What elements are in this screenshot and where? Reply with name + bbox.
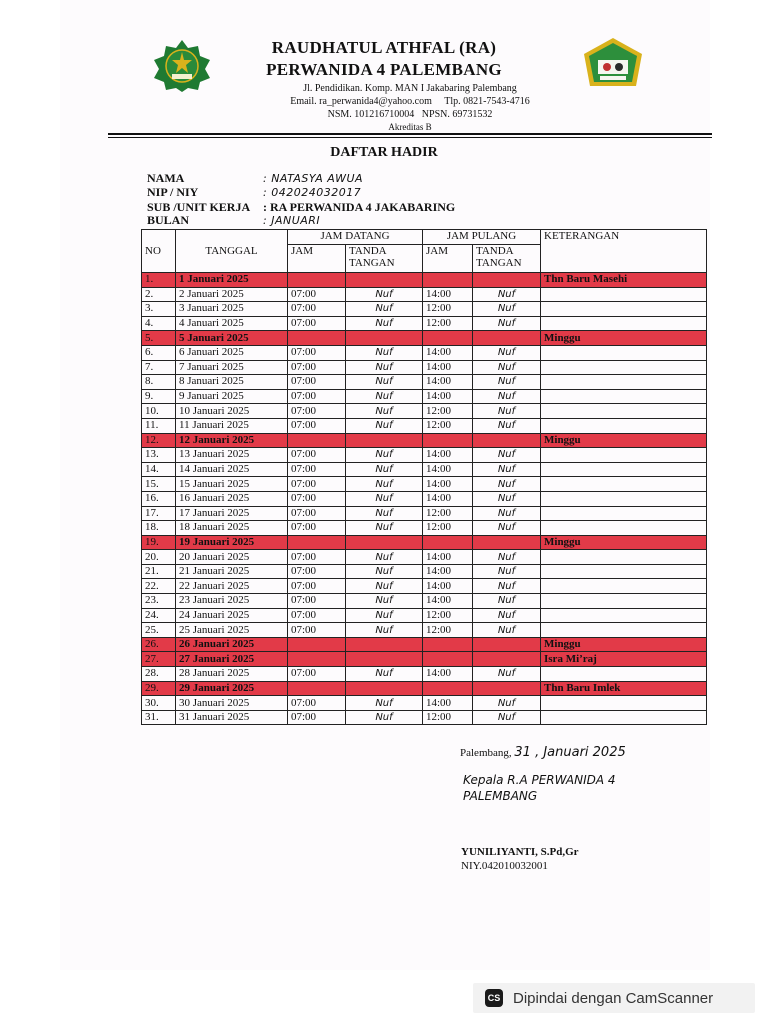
row-sign-out: Nuf xyxy=(473,404,541,419)
row-no: 24. xyxy=(142,608,176,623)
row-date: 19 Januari 2025 xyxy=(176,535,288,550)
col-jam-datang-header: JAM DATANG xyxy=(288,230,423,245)
row-jam-out: 14:00 xyxy=(423,345,473,360)
row-jam-in xyxy=(288,433,346,448)
row-sign-out: Nuf xyxy=(473,594,541,609)
table-row xyxy=(142,345,707,360)
row-note xyxy=(541,667,707,682)
table-row xyxy=(142,316,707,331)
row-jam-out: 14:00 xyxy=(423,667,473,682)
row-sign-out: Nuf xyxy=(473,345,541,360)
row-sign-out: Nuf xyxy=(473,710,541,725)
signer-name: YUNILIYANTI, S.Pd,Gr xyxy=(461,846,579,858)
header-divider-thick xyxy=(108,133,712,135)
row-sign-out: Nuf xyxy=(473,491,541,506)
row-no: 14. xyxy=(142,462,176,477)
row-sign-out: Nuf xyxy=(473,579,541,594)
row-jam-in: 07:00 xyxy=(288,477,346,492)
org-title-line2: PERWANIDA 4 PALEMBANG xyxy=(266,60,502,79)
row-note xyxy=(541,477,707,492)
row-date: 14 Januari 2025 xyxy=(176,462,288,477)
row-no: 27. xyxy=(142,652,176,667)
row-jam-in: 07:00 xyxy=(288,462,346,477)
attendance-table xyxy=(141,229,707,725)
signer-role-line2: PALEMBANG xyxy=(463,789,538,803)
attendance-rows xyxy=(142,273,707,725)
row-sign-in xyxy=(346,331,423,346)
row-sign-in: Nuf xyxy=(346,608,423,623)
row-jam-in xyxy=(288,331,346,346)
row-note xyxy=(541,287,707,302)
row-date: 17 Januari 2025 xyxy=(176,506,288,521)
table-row xyxy=(142,710,707,725)
row-no: 17. xyxy=(142,506,176,521)
table-row xyxy=(142,623,707,638)
row-no: 28. xyxy=(142,667,176,682)
table-row xyxy=(142,331,707,346)
table-row xyxy=(142,594,707,609)
row-jam-in: 07:00 xyxy=(288,316,346,331)
table-row xyxy=(142,360,707,375)
row-no: 15. xyxy=(142,477,176,492)
row-no: 16. xyxy=(142,491,176,506)
identity-bulan xyxy=(147,213,320,228)
row-sign-in: Nuf xyxy=(346,448,423,463)
row-note xyxy=(541,579,707,594)
row-jam-in xyxy=(288,681,346,696)
row-date: 1 Januari 2025 xyxy=(176,273,288,288)
row-date: 4 Januari 2025 xyxy=(176,316,288,331)
row-sign-in xyxy=(346,535,423,550)
row-sign-in: Nuf xyxy=(346,696,423,711)
org-contact: Email. ra_perwanida4@yahoo.com Tlp. 0821-7543-4716 xyxy=(290,96,530,107)
row-jam-in: 07:00 xyxy=(288,418,346,433)
row-no: 4. xyxy=(142,316,176,331)
row-date: 11 Januari 2025 xyxy=(176,418,288,433)
row-sign-out: Nuf xyxy=(473,521,541,536)
row-note: Isra Mi’raj xyxy=(541,652,707,667)
row-note xyxy=(541,506,707,521)
table-row xyxy=(142,637,707,652)
document-title: DAFTAR HADIR xyxy=(330,145,438,160)
row-sign-in: Nuf xyxy=(346,462,423,477)
row-no: 19. xyxy=(142,535,176,550)
row-sign-out: Nuf xyxy=(473,477,541,492)
nip-label: NIP / NIY xyxy=(147,185,199,199)
row-jam-in: 07:00 xyxy=(288,623,346,638)
row-no: 22. xyxy=(142,579,176,594)
row-date: 27 Januari 2025 xyxy=(176,652,288,667)
row-note xyxy=(541,462,707,477)
identity-nama xyxy=(147,171,363,186)
row-sign-out: Nuf xyxy=(473,448,541,463)
row-note xyxy=(541,696,707,711)
camscanner-badge xyxy=(473,983,755,1013)
row-note xyxy=(541,448,707,463)
row-note: Minggu xyxy=(541,637,707,652)
row-jam-in: 07:00 xyxy=(288,491,346,506)
table-row xyxy=(142,302,707,317)
row-sign-out: Nuf xyxy=(473,375,541,390)
row-sign-out: Nuf xyxy=(473,667,541,682)
row-note: Minggu xyxy=(541,433,707,448)
row-no: 10. xyxy=(142,404,176,419)
row-no: 12. xyxy=(142,433,176,448)
col-tanda-in-header: TANDA TANGAN xyxy=(346,245,423,273)
signer-role xyxy=(463,772,616,804)
row-jam-out xyxy=(423,637,473,652)
row-note xyxy=(541,404,707,419)
row-jam-out: 12:00 xyxy=(423,608,473,623)
row-sign-in: Nuf xyxy=(346,579,423,594)
row-date: 29 Januari 2025 xyxy=(176,681,288,696)
col-keterangan-header: KETERANGAN xyxy=(541,230,707,273)
row-no: 25. xyxy=(142,623,176,638)
row-jam-out xyxy=(423,681,473,696)
row-jam-in: 07:00 xyxy=(288,448,346,463)
row-note xyxy=(541,389,707,404)
table-row xyxy=(142,477,707,492)
table-row xyxy=(142,564,707,579)
row-no: 26. xyxy=(142,637,176,652)
row-jam-out: 14:00 xyxy=(423,579,473,594)
row-sign-in: Nuf xyxy=(346,594,423,609)
row-jam-in: 07:00 xyxy=(288,579,346,594)
row-jam-in: 07:00 xyxy=(288,594,346,609)
row-sign-in: Nuf xyxy=(346,667,423,682)
table-row xyxy=(142,696,707,711)
row-jam-in: 07:00 xyxy=(288,550,346,565)
row-note xyxy=(541,302,707,317)
unit-label: SUB /UNIT KERJA xyxy=(147,200,251,214)
row-jam-in: 07:00 xyxy=(288,404,346,419)
row-sign-out xyxy=(473,535,541,550)
org-address: Jl. Pendidikan. Komp. MAN I Jakabaring Palembang xyxy=(303,83,517,94)
row-sign-out xyxy=(473,681,541,696)
row-sign-out xyxy=(473,652,541,667)
row-note xyxy=(541,316,707,331)
row-no: 13. xyxy=(142,448,176,463)
row-jam-out: 12:00 xyxy=(423,302,473,317)
row-sign-out: Nuf xyxy=(473,302,541,317)
row-note: Minggu xyxy=(541,331,707,346)
row-no: 2. xyxy=(142,287,176,302)
row-sign-in xyxy=(346,652,423,667)
row-note xyxy=(541,710,707,725)
row-jam-in: 07:00 xyxy=(288,302,346,317)
sign-place: Palembang, xyxy=(460,747,512,759)
table-row xyxy=(142,491,707,506)
unit-value: : RA PERWANIDA 4 JAKABARING xyxy=(263,200,456,214)
row-jam-out: 12:00 xyxy=(423,506,473,521)
row-sign-out: Nuf xyxy=(473,360,541,375)
table-row xyxy=(142,652,707,667)
col-jam-pulang-header: JAM PULANG xyxy=(423,230,541,245)
row-sign-out: Nuf xyxy=(473,623,541,638)
row-jam-out xyxy=(423,331,473,346)
row-jam-out: 14:00 xyxy=(423,594,473,609)
row-sign-in: Nuf xyxy=(346,404,423,419)
row-jam-in: 07:00 xyxy=(288,564,346,579)
row-sign-in: Nuf xyxy=(346,360,423,375)
row-jam-in: 07:00 xyxy=(288,608,346,623)
row-note xyxy=(541,594,707,609)
row-sign-out: Nuf xyxy=(473,462,541,477)
row-sign-out xyxy=(473,433,541,448)
row-date: 6 Januari 2025 xyxy=(176,345,288,360)
row-sign-out: Nuf xyxy=(473,696,541,711)
table-row xyxy=(142,287,707,302)
sign-place-date xyxy=(460,745,626,760)
row-note xyxy=(541,564,707,579)
camscanner-text: Dipindai dengan CamScanner xyxy=(513,989,714,1007)
row-no: 20. xyxy=(142,550,176,565)
row-sign-out: Nuf xyxy=(473,389,541,404)
table-row xyxy=(142,506,707,521)
row-date: 2 Januari 2025 xyxy=(176,287,288,302)
row-jam-in: 07:00 xyxy=(288,506,346,521)
table-row xyxy=(142,448,707,463)
col-jam-in-header: JAM xyxy=(288,245,346,273)
row-no: 3. xyxy=(142,302,176,317)
header-divider-thin xyxy=(108,137,712,138)
table-row xyxy=(142,550,707,565)
nama-value: : NATASYA AWUA xyxy=(263,172,364,185)
row-date: 5 Januari 2025 xyxy=(176,331,288,346)
row-sign-in: Nuf xyxy=(346,389,423,404)
row-no: 30. xyxy=(142,696,176,711)
row-sign-in xyxy=(346,681,423,696)
sign-date: 31 , Januari 2025 xyxy=(514,745,626,760)
row-note xyxy=(541,623,707,638)
row-jam-out: 14:00 xyxy=(423,375,473,390)
org-title-line1: RAUDHATUL ATHFAL (RA) xyxy=(271,38,497,57)
row-note: Minggu xyxy=(541,535,707,550)
row-jam-out: 12:00 xyxy=(423,418,473,433)
row-date: 23 Januari 2025 xyxy=(176,594,288,609)
row-sign-in: Nuf xyxy=(346,506,423,521)
row-date: 22 Januari 2025 xyxy=(176,579,288,594)
row-sign-in xyxy=(346,433,423,448)
row-jam-out: 14:00 xyxy=(423,477,473,492)
org-accreditation: Akreditas B xyxy=(388,122,432,132)
row-date: 13 Januari 2025 xyxy=(176,448,288,463)
row-date: 16 Januari 2025 xyxy=(176,491,288,506)
row-jam-out: 14:00 xyxy=(423,462,473,477)
row-note: Thn Baru Masehi xyxy=(541,273,707,288)
nama-label: NAMA xyxy=(147,171,185,185)
table-row xyxy=(142,521,707,536)
row-jam-out: 12:00 xyxy=(423,404,473,419)
bulan-label: BULAN xyxy=(147,213,190,227)
row-note xyxy=(541,550,707,565)
row-date: 24 Januari 2025 xyxy=(176,608,288,623)
table-row xyxy=(142,608,707,623)
row-sign-out: Nuf xyxy=(473,550,541,565)
row-date: 31 Januari 2025 xyxy=(176,710,288,725)
row-note xyxy=(541,345,707,360)
row-sign-in: Nuf xyxy=(346,287,423,302)
row-sign-in: Nuf xyxy=(346,477,423,492)
row-no: 9. xyxy=(142,389,176,404)
table-row xyxy=(142,462,707,477)
row-no: 31. xyxy=(142,710,176,725)
row-jam-in xyxy=(288,273,346,288)
row-no: 8. xyxy=(142,375,176,390)
row-sign-in: Nuf xyxy=(346,710,423,725)
row-no: 11. xyxy=(142,418,176,433)
row-sign-out: Nuf xyxy=(473,506,541,521)
table-row xyxy=(142,273,707,288)
row-date: 28 Januari 2025 xyxy=(176,667,288,682)
row-sign-in: Nuf xyxy=(346,623,423,638)
row-sign-out: Nuf xyxy=(473,418,541,433)
table-row xyxy=(142,389,707,404)
nip-value: : 042024032017 xyxy=(263,186,362,199)
row-jam-in: 07:00 xyxy=(288,521,346,536)
row-jam-out: 14:00 xyxy=(423,389,473,404)
row-jam-out: 14:00 xyxy=(423,287,473,302)
row-jam-in xyxy=(288,637,346,652)
row-sign-in xyxy=(346,273,423,288)
row-no: 6. xyxy=(142,345,176,360)
row-jam-in: 07:00 xyxy=(288,345,346,360)
row-date: 20 Januari 2025 xyxy=(176,550,288,565)
col-tanggal-header: TANGGAL xyxy=(176,230,288,273)
table-row xyxy=(142,579,707,594)
bulan-value: : JANUARI xyxy=(263,214,321,227)
row-sign-in: Nuf xyxy=(346,302,423,317)
row-sign-out: Nuf xyxy=(473,564,541,579)
row-no: 7. xyxy=(142,360,176,375)
row-sign-in: Nuf xyxy=(346,375,423,390)
row-jam-in: 07:00 xyxy=(288,375,346,390)
row-jam-out: 12:00 xyxy=(423,521,473,536)
row-no: 23. xyxy=(142,594,176,609)
row-jam-in: 07:00 xyxy=(288,696,346,711)
row-sign-in: Nuf xyxy=(346,316,423,331)
row-no: 1. xyxy=(142,273,176,288)
row-jam-out xyxy=(423,433,473,448)
row-no: 5. xyxy=(142,331,176,346)
row-note xyxy=(541,360,707,375)
row-jam-in: 07:00 xyxy=(288,389,346,404)
row-note xyxy=(541,491,707,506)
row-jam-out: 14:00 xyxy=(423,491,473,506)
row-sign-out: Nuf xyxy=(473,608,541,623)
col-tanda-out-header: TANDA TANGAN xyxy=(473,245,541,273)
row-jam-in: 07:00 xyxy=(288,710,346,725)
col-no-header: NO xyxy=(142,230,176,273)
row-jam-out: 14:00 xyxy=(423,448,473,463)
row-sign-in: Nuf xyxy=(346,491,423,506)
row-note xyxy=(541,608,707,623)
signer-role-line1: Kepala R.A PERWANIDA 4 xyxy=(463,773,616,787)
row-jam-out: 14:00 xyxy=(423,696,473,711)
row-sign-in: Nuf xyxy=(346,521,423,536)
row-jam-out: 12:00 xyxy=(423,710,473,725)
signer-niy: NIY.042010032001 xyxy=(461,860,548,872)
identity-nip xyxy=(147,185,361,200)
row-note xyxy=(541,375,707,390)
row-sign-in: Nuf xyxy=(346,564,423,579)
row-note xyxy=(541,418,707,433)
row-date: 30 Januari 2025 xyxy=(176,696,288,711)
row-jam-in: 07:00 xyxy=(288,667,346,682)
row-jam-in xyxy=(288,652,346,667)
row-sign-out: Nuf xyxy=(473,316,541,331)
row-jam-in: 07:00 xyxy=(288,287,346,302)
row-no: 18. xyxy=(142,521,176,536)
row-jam-out xyxy=(423,652,473,667)
row-sign-in: Nuf xyxy=(346,418,423,433)
row-date: 8 Januari 2025 xyxy=(176,375,288,390)
row-date: 15 Januari 2025 xyxy=(176,477,288,492)
org-ids: NSM. 101216710004 NPSN. 69731532 xyxy=(327,109,493,120)
table-row xyxy=(142,667,707,682)
row-date: 3 Januari 2025 xyxy=(176,302,288,317)
row-jam-out: 12:00 xyxy=(423,316,473,331)
col-jam-out-header: JAM xyxy=(423,245,473,273)
row-jam-out xyxy=(423,273,473,288)
row-date: 21 Januari 2025 xyxy=(176,564,288,579)
row-no: 21. xyxy=(142,564,176,579)
row-sign-in: Nuf xyxy=(346,550,423,565)
table-row xyxy=(142,418,707,433)
row-jam-out: 12:00 xyxy=(423,623,473,638)
row-no: 29. xyxy=(142,681,176,696)
row-date: 26 Januari 2025 xyxy=(176,637,288,652)
table-row xyxy=(142,535,707,550)
table-row xyxy=(142,681,707,696)
row-sign-out xyxy=(473,273,541,288)
table-row xyxy=(142,375,707,390)
row-date: 7 Januari 2025 xyxy=(176,360,288,375)
table-row xyxy=(142,404,707,419)
row-date: 10 Januari 2025 xyxy=(176,404,288,419)
row-sign-out xyxy=(473,637,541,652)
row-date: 25 Januari 2025 xyxy=(176,623,288,638)
row-date: 12 Januari 2025 xyxy=(176,433,288,448)
row-sign-out: Nuf xyxy=(473,287,541,302)
row-note: Thn Baru Imlek xyxy=(541,681,707,696)
row-sign-in xyxy=(346,637,423,652)
row-sign-in: Nuf xyxy=(346,345,423,360)
row-jam-out xyxy=(423,535,473,550)
row-jam-out: 14:00 xyxy=(423,550,473,565)
row-jam-out: 14:00 xyxy=(423,360,473,375)
camscanner-icon: CS xyxy=(485,989,503,1007)
table-row xyxy=(142,433,707,448)
identity-unit xyxy=(147,200,455,214)
row-jam-in xyxy=(288,535,346,550)
row-note xyxy=(541,521,707,536)
row-jam-out: 14:00 xyxy=(423,564,473,579)
row-jam-in: 07:00 xyxy=(288,360,346,375)
row-date: 18 Januari 2025 xyxy=(176,521,288,536)
row-date: 9 Januari 2025 xyxy=(176,389,288,404)
row-sign-out xyxy=(473,331,541,346)
